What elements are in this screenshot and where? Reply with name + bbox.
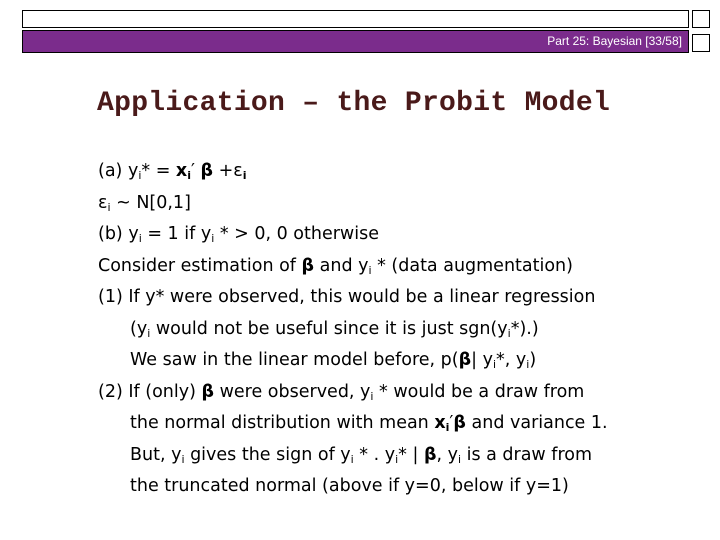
observation-rule-line: (b) $y_i = 1$ if $y_i$ * > 0, 0 otherwise: [98, 224, 379, 245]
slide-title: Application – the Probit Model: [97, 88, 611, 119]
corner-box-top: [692, 10, 710, 28]
slide-label: Part 25: Bayesian [33/58]: [547, 34, 682, 48]
top-bar: [22, 10, 689, 28]
step-one-note-line: ($y_i$ would not be useful since it is just $sgn(y_i*)$.): [130, 318, 539, 340]
step-one-posterior-line: We saw in the linear model before, p(β| $y_i*$, $y_i$): [130, 350, 537, 371]
error-distribution-line: $\varepsilon_i$ ~ N[0,1]: [98, 192, 191, 214]
corner-box-bottom: [692, 34, 710, 52]
model-equation-line: (a) $y_i* = x_i'$ $\beta +\varepsilon_i$: [98, 161, 247, 182]
step-two-line: (2) If (only) β were observed, $y_i$ * would be a draw from: [98, 381, 585, 403]
step-one-line: (1) If y* were observed, this would be a linear regression: [98, 287, 596, 307]
step-two-truncation-line: the truncated normal (above if y=0, below if y=1): [130, 476, 569, 496]
step-two-sign-line: But, $y_i$ gives the sign of $y_i$ * . $y_i*$ | β, $y_i$ is a draw from: [130, 444, 593, 466]
header-band: [22, 30, 689, 53]
step-two-distribution-line: the normal distribution with mean $x_i'\beta$ and variance 1.: [130, 413, 608, 434]
estimation-intro-line: Consider estimation of β and $y_i$ * (data augmentation): [98, 255, 573, 277]
slide-body: [98, 156, 698, 503]
